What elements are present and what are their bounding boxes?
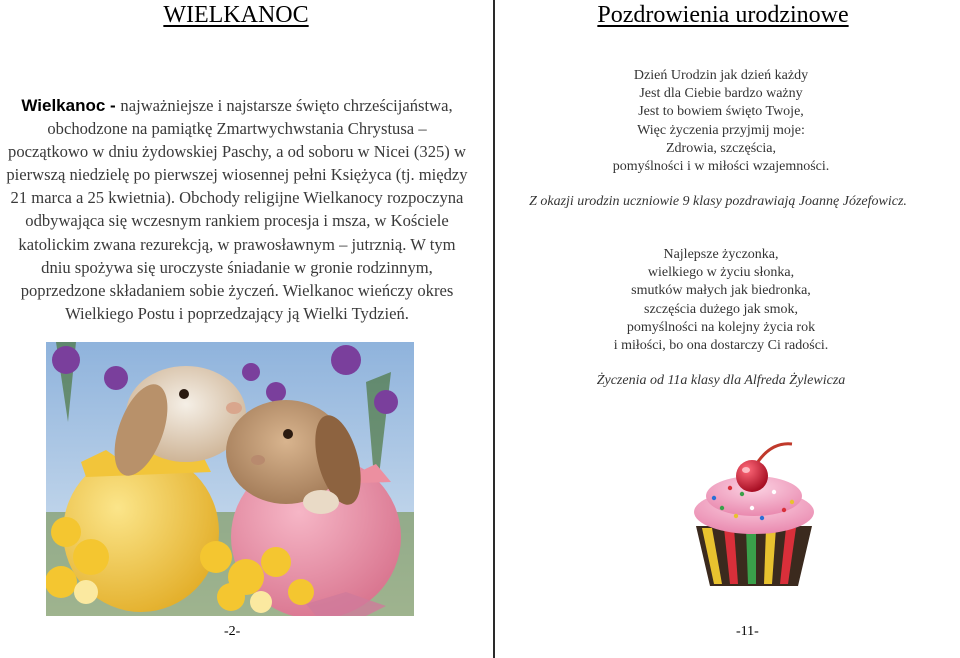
article-lead-text: najważniejsze i najstarsze święto chrześcijaństwa, obchodzone na pamiątkę Zmartwychwstania Chrystusa – początkowo w dniu żydowskiej Paschy, a od soboru w Nicei (325) w pierwszą niedzielę po pierwszej wiosennej pełni Księżyca (tj. między 21 marca a 25 kwietnia). Obchody religijne Wielkanocy rozpoczyna odbywająca się wczesnym rankiem procesja i msza, w Kościele katolickim zwana rezurekcją, w prawosławnym – jutrznią. W tym dniu spożywa się uroczyste śniadanie w gronie rodzinnym, poprzedzone składaniem sobie życzeń. Wielkanoc wieńczy okres Wielkiego Postu i poprzedzający ją Wielki Tydzień. — [6, 96, 468, 323]
birthday-poem-2 — [466, 246, 960, 355]
poem-line: Dzień Urodzin jak dzień każdy — [633, 68, 809, 83]
poem-line: wielkiego w życiu słonka, — [647, 265, 795, 281]
cupcake-photo — [692, 434, 816, 590]
poem-line: szczęścia dużego jak smok, — [644, 301, 798, 317]
poem-line: i miłości, bo ona dostarczy Ci radości. — [613, 338, 829, 354]
birthday-poem-1 — [466, 67, 960, 176]
dedication-1: Z okazji urodzin uczniowie 9 klasy pozdrawiają Joannę Józefowicz. — [529, 194, 907, 209]
poem-line: pomyślności na kolejny życia rok — [626, 319, 816, 335]
left-page-title: WIELKANOC — [163, 2, 309, 28]
article-lead — [6, 94, 468, 325]
dedication-2: Życzenia od 11a klasy dla Alfreda Żylewicza — [596, 373, 846, 388]
poem-line: smutków małych jak biedronka, — [631, 283, 811, 299]
poem-line: Więc życzenia przyjmij moje: — [637, 122, 805, 138]
poem-line: pomyślności i w miłości wzajemności. — [612, 159, 830, 175]
article-lead-term: Wielkanoc - — [21, 96, 121, 115]
poem-line: Najlepsze życzonka, — [663, 247, 779, 262]
right-page-number: -11- — [736, 624, 759, 639]
poem-line: Jest to bowiem święto Twoje, — [638, 104, 804, 120]
right-page — [496, 0, 960, 658]
left-page-number: -2- — [224, 624, 241, 639]
poem-line: Zdrowia, szczęścia, — [666, 140, 776, 156]
right-page-title: Pozdrowienia urodzinowe — [597, 2, 849, 28]
poem-line: Jest dla Ciebie bardzo ważny — [639, 86, 803, 102]
easter-bunnies-photo — [46, 342, 414, 616]
